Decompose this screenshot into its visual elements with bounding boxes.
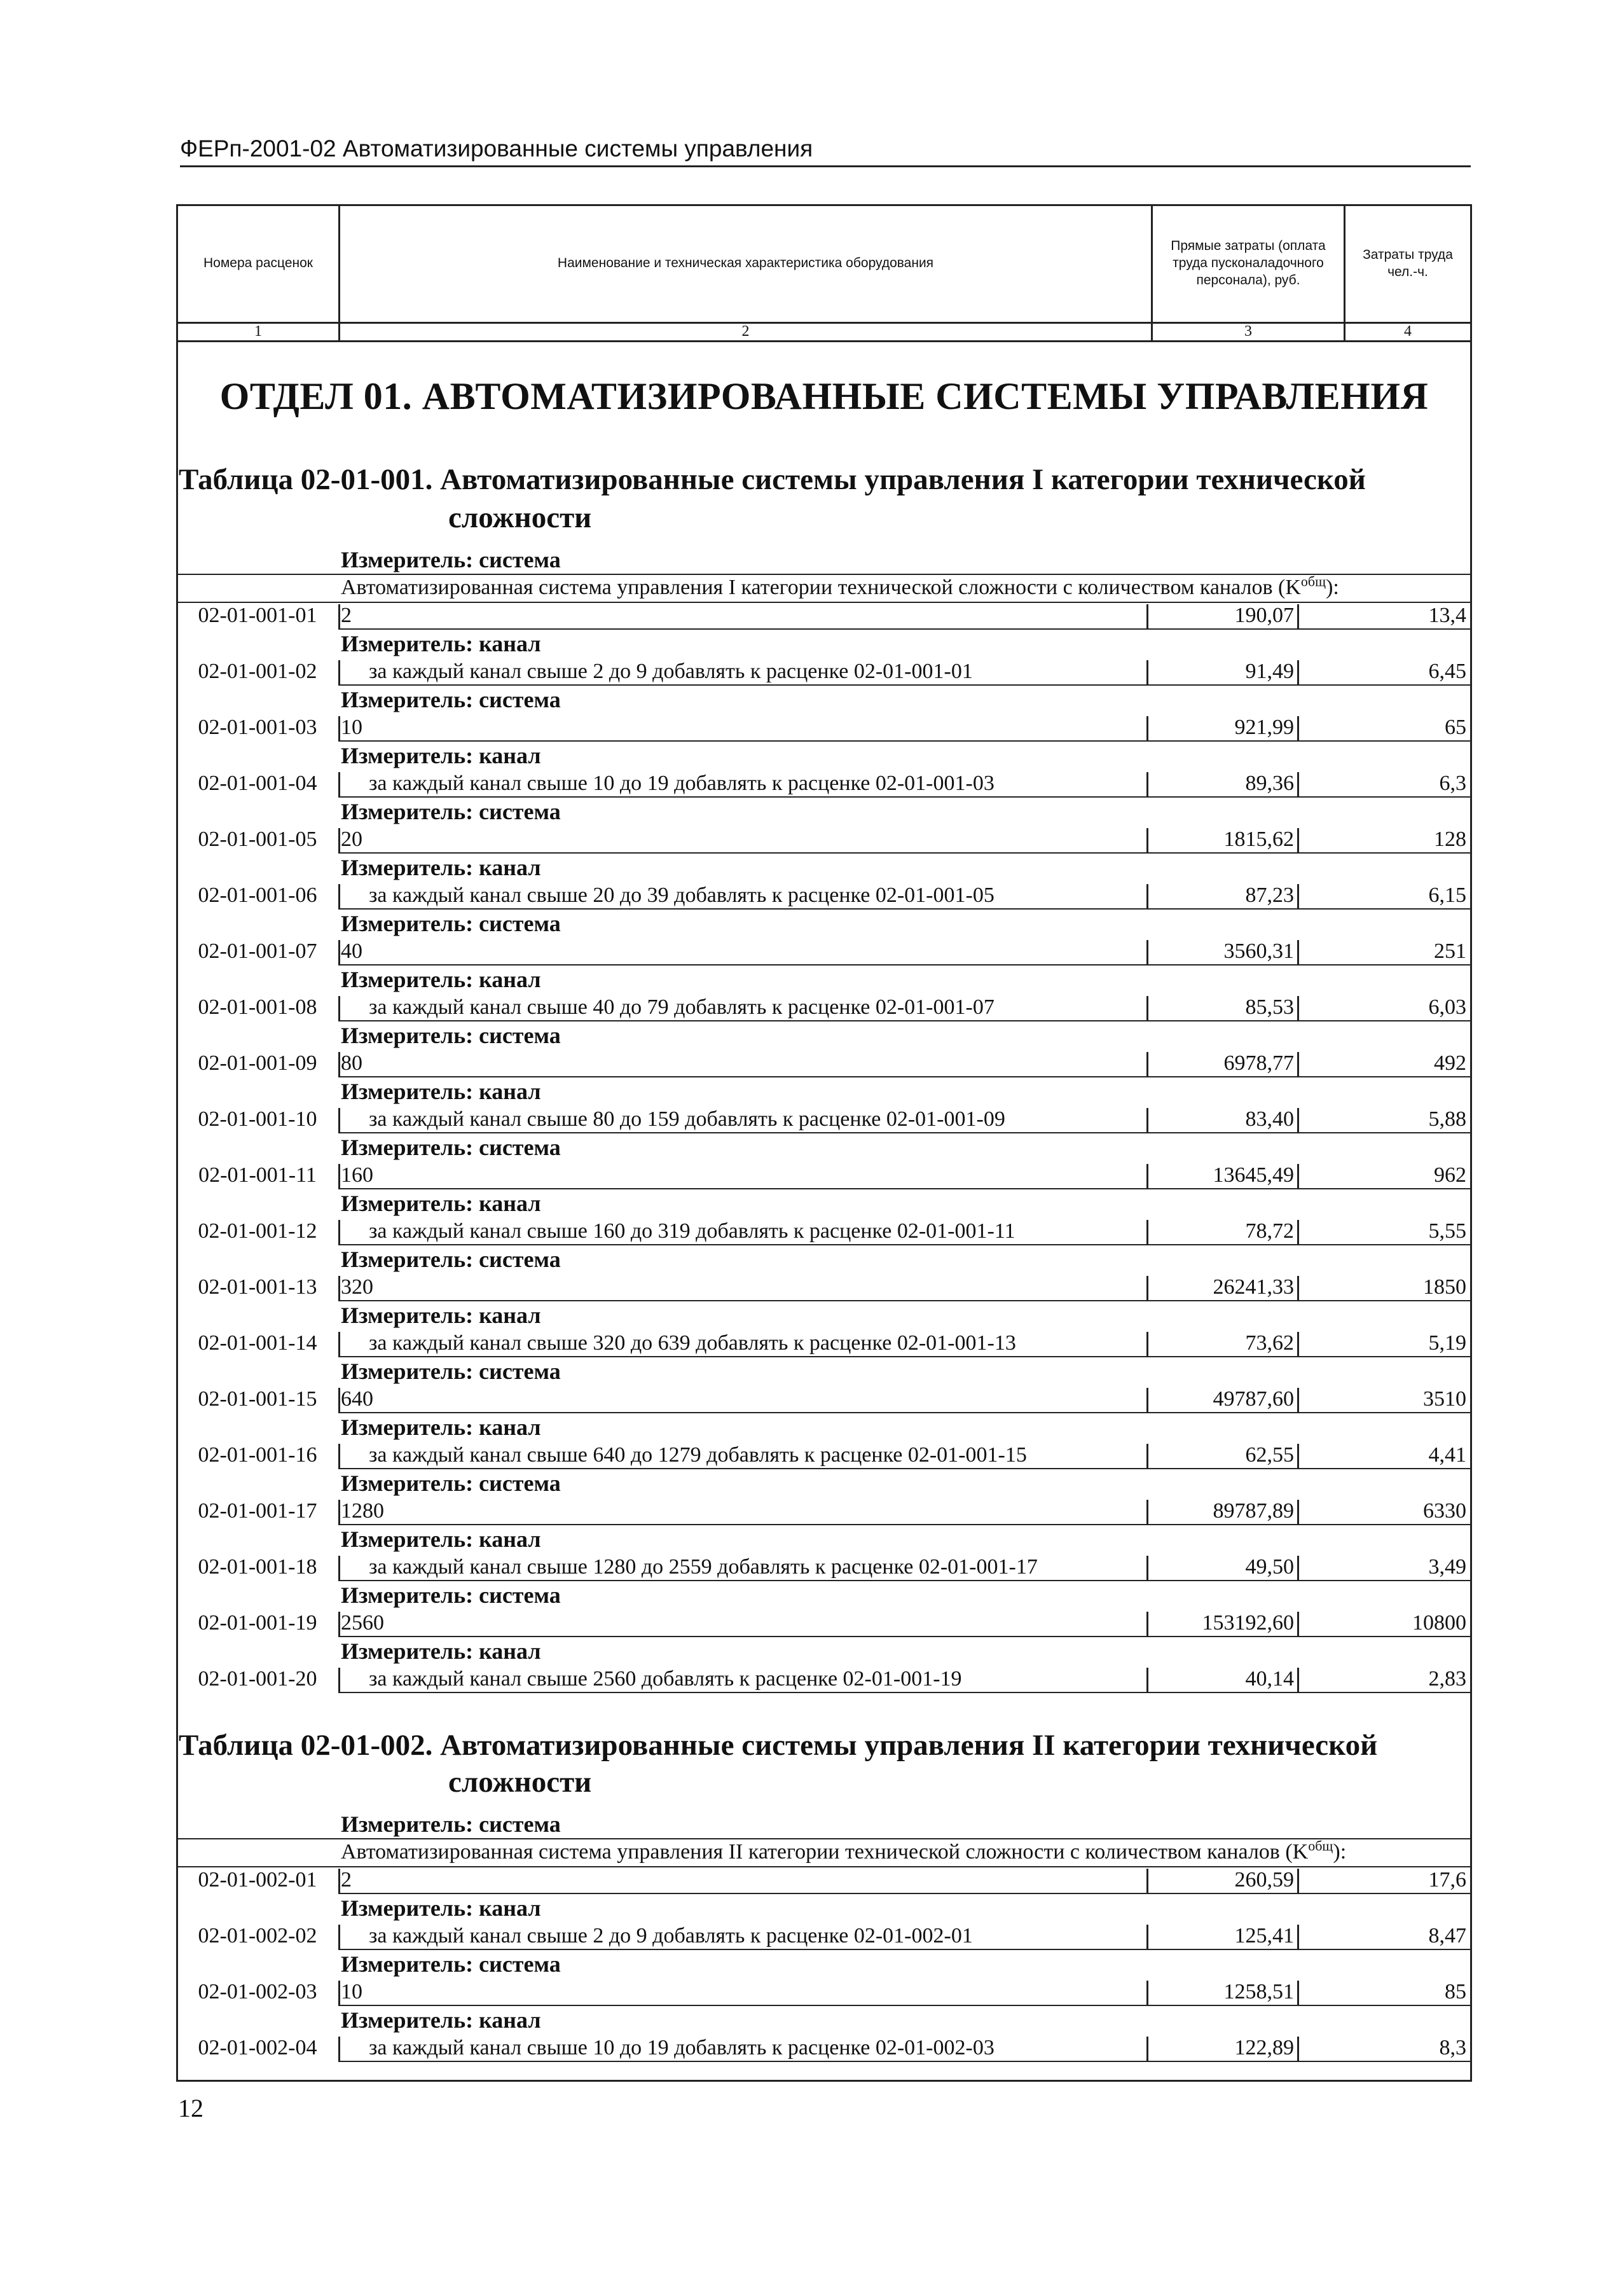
rate-description: 640	[341, 1387, 373, 1411]
rate-code: 02-01-001-10	[198, 1107, 317, 1131]
table-row	[178, 602, 1470, 630]
rate-description: 160	[341, 1163, 373, 1187]
labor-cost: 3510	[1423, 1387, 1466, 1411]
direct-cost: 1815,62	[1223, 827, 1294, 851]
table-row	[178, 1978, 1470, 2006]
unit-of-measure: Измеритель: система	[341, 911, 561, 936]
rate-description: за каждый канал свыше 2 до 9 добавлять к расценке 02-01-002-01	[369, 1924, 973, 1948]
unit-of-measure: Измеритель: канал	[341, 967, 541, 992]
table-row	[178, 1553, 1470, 1581]
labor-cost: 6330	[1423, 1499, 1466, 1523]
labor-cost: 85	[1445, 1980, 1466, 2004]
direct-cost: 122,89	[1234, 2036, 1294, 2059]
column-header-direct-costs: Прямые затраты (оплата труда пусконаладочного персонала), руб.	[1171, 239, 1326, 287]
table-row	[178, 1273, 1470, 1301]
labor-cost: 1850	[1423, 1275, 1466, 1299]
labor-cost: 13,4	[1428, 604, 1466, 627]
rate-description: за каждый канал свыше 320 до 639 добавлять к расценке 02-01-001-13	[369, 1331, 1016, 1355]
unit-of-measure: Измеритель: система	[341, 799, 561, 824]
column-number: 1	[254, 323, 262, 340]
rate-code: 02-01-001-08	[198, 995, 317, 1019]
column-header-codes: Номера расценок	[203, 256, 313, 270]
table-row	[178, 882, 1470, 910]
unit-of-measure: Измеритель: система	[341, 1811, 561, 1837]
table-title: Таблица 02-01-001. Автоматизированные системы управления I категории технической	[179, 463, 1366, 496]
table-description: Автоматизированная система управления I категории технической сложности с количеством каналов $(K^{общ})$:	[341, 573, 1339, 599]
table-row	[178, 1049, 1470, 1077]
unit-of-measure: Измеритель: система	[341, 1359, 561, 1384]
header-divider	[338, 204, 340, 341]
table-row	[178, 1161, 1470, 1189]
unit-of-measure: Измеритель: канал	[341, 1191, 541, 1216]
rate-code: 02-01-002-02	[198, 1924, 317, 1948]
unit-of-measure: Измеритель: канал	[341, 1415, 541, 1440]
direct-cost: 83,40	[1245, 1107, 1294, 1131]
labor-cost: 17,6	[1428, 1868, 1466, 1892]
table-description: Автоматизированная система управления II категории технической сложности с количеством каналов $(K^{общ})$:	[341, 1838, 1347, 1864]
rate-code: 02-01-002-03	[198, 1980, 317, 2004]
unit-of-measure: Измеритель: система	[341, 1951, 561, 1977]
table-row	[178, 1497, 1470, 1525]
unit-of-measure: Измеритель: система	[341, 1582, 561, 1608]
rate-code: 02-01-001-09	[198, 1051, 317, 1075]
rate-description: за каждый канал свыше 160 до 319 добавлять к расценке 02-01-001-11	[369, 1219, 1015, 1243]
unit-of-measure: Измеритель: система	[341, 1247, 561, 1272]
rate-description: за каждый канал свыше 2560 добавлять к расценке 02-01-001-19	[369, 1667, 962, 1691]
labor-cost: 5,19	[1428, 1331, 1466, 1355]
page-number: 12	[178, 2094, 203, 2122]
direct-cost: 13645,49	[1213, 1163, 1294, 1187]
column-header-name: Наименование и техническая характеристика оборудования	[557, 256, 934, 270]
rate-description: 20	[341, 827, 362, 851]
table-row	[178, 1217, 1470, 1245]
unit-of-measure: Измеритель: канал	[341, 631, 541, 656]
rate-code: 02-01-001-01	[198, 604, 317, 627]
table-row	[178, 770, 1470, 798]
labor-cost: 5,55	[1428, 1219, 1466, 1243]
rate-code: 02-01-001-05	[198, 827, 317, 851]
table-title-continuation: сложности	[448, 1766, 592, 1799]
unit-of-measure: Измеритель: система	[341, 687, 561, 712]
section-title: ОТДЕЛ 01. АВТОМАТИЗИРОВАННЫЕ СИСТЕМЫ УПРАВЛЕНИЯ	[219, 375, 1429, 417]
column-number: 3	[1244, 323, 1252, 340]
rate-description: 320	[341, 1275, 373, 1299]
direct-cost: 49,50	[1245, 1555, 1294, 1579]
rate-description: 40	[341, 939, 362, 963]
rate-description: за каждый канал свыше 640 до 1279 добавлять к расценке 02-01-001-15	[369, 1443, 1027, 1467]
table-title: Таблица 02-01-002. Автоматизированные системы управления II категории технической	[179, 1729, 1378, 1762]
table-row	[178, 1441, 1470, 1469]
table-row	[178, 938, 1470, 966]
table-title-continuation: сложности	[448, 501, 592, 534]
labor-cost: 492	[1434, 1051, 1466, 1075]
direct-cost: 89,36	[1245, 772, 1294, 795]
unit-of-measure: Измеритель: канал	[341, 2007, 541, 2033]
rate-code: 02-01-001-20	[198, 1667, 317, 1691]
rate-description: за каждый канал свыше 2 до 9 добавлять к расценке 02-01-001-01	[369, 660, 973, 683]
unit-of-measure: Измеритель: система	[341, 1135, 561, 1160]
rate-code: 02-01-001-03	[198, 716, 317, 739]
labor-cost: 5,88	[1428, 1107, 1466, 1131]
labor-cost: 3,49	[1428, 1555, 1466, 1579]
direct-cost: 91,49	[1245, 660, 1294, 683]
table-row	[178, 1665, 1470, 1693]
unit-of-measure: Измеритель: канал	[341, 855, 541, 880]
direct-cost: 87,23	[1245, 883, 1294, 907]
rate-description: 1280	[341, 1499, 384, 1523]
labor-cost: 962	[1434, 1163, 1466, 1187]
direct-cost: 6978,77	[1223, 1051, 1294, 1075]
table-row	[178, 1385, 1470, 1413]
rate-description: 2	[341, 604, 352, 627]
direct-cost: 921,99	[1234, 716, 1294, 739]
labor-cost: 8,47	[1428, 1924, 1466, 1948]
rate-code: 02-01-001-17	[198, 1499, 317, 1523]
unit-of-measure: Измеритель: система	[341, 547, 561, 572]
header-divider	[1151, 204, 1153, 341]
rate-description: 10	[341, 716, 362, 739]
rate-code: 02-01-001-18	[198, 1555, 317, 1579]
rate-code: 02-01-001-12	[198, 1219, 317, 1243]
rate-description: 2	[341, 1868, 352, 1892]
table-row	[178, 2034, 1470, 2062]
rate-code: 02-01-001-16	[198, 1443, 317, 1467]
rate-description: за каждый канал свыше 10 до 19 добавлять к расценке 02-01-002-03	[369, 2036, 994, 2059]
table-row	[178, 1922, 1470, 1950]
rate-description: 10	[341, 1980, 362, 2004]
table-row	[178, 1866, 1470, 1894]
labor-cost: 6,45	[1428, 660, 1466, 683]
unit-of-measure: Измеритель: канал	[341, 1895, 541, 1921]
table-row	[178, 658, 1470, 686]
unit-of-measure: Измеритель: канал	[341, 1526, 541, 1552]
rate-code: 02-01-001-06	[198, 883, 317, 907]
labor-cost: 10800	[1412, 1611, 1466, 1635]
unit-of-measure: Измеритель: система	[341, 1023, 561, 1048]
rate-description: 80	[341, 1051, 362, 1075]
direct-cost: 78,72	[1245, 1219, 1294, 1243]
rate-description: за каждый канал свыше 1280 до 2559 добавлять к расценке 02-01-001-17	[369, 1555, 1038, 1579]
direct-cost: 3560,31	[1223, 939, 1294, 963]
direct-cost: 85,53	[1245, 995, 1294, 1019]
unit-of-measure: Измеритель: система	[341, 1471, 561, 1496]
rate-code: 02-01-001-02	[198, 660, 317, 683]
column-header-labor: Затраты труда чел.-ч.	[1363, 247, 1453, 279]
column-number: 4	[1404, 323, 1412, 340]
table-row	[178, 826, 1470, 854]
direct-cost: 89787,89	[1213, 1499, 1294, 1523]
rate-code: 02-01-001-04	[198, 772, 317, 795]
labor-cost: 251	[1434, 939, 1466, 963]
unit-of-measure: Измеритель: канал	[341, 1303, 541, 1328]
rate-code: 02-01-002-04	[198, 2036, 317, 2059]
rate-description: за каждый канал свыше 20 до 39 добавлять к расценке 02-01-001-05	[369, 883, 994, 907]
table-row	[178, 1609, 1470, 1637]
column-number: 2	[741, 323, 750, 340]
rate-code: 02-01-001-13	[198, 1275, 317, 1299]
header-divider	[1344, 204, 1345, 341]
rate-code: 02-01-001-07	[198, 939, 317, 963]
direct-cost: 73,62	[1245, 1331, 1294, 1355]
rate-description: за каждый канал свыше 40 до 79 добавлять к расценке 02-01-001-07	[369, 995, 994, 1019]
direct-cost: 62,55	[1245, 1443, 1294, 1467]
unit-of-measure: Измеритель: канал	[341, 743, 541, 768]
labor-cost: 6,3	[1439, 772, 1466, 795]
unit-of-measure: Измеритель: канал	[341, 1079, 541, 1104]
rate-description: 2560	[341, 1611, 384, 1635]
rate-description: за каждый канал свыше 10 до 19 добавлять к расценке 02-01-001-03	[369, 772, 994, 795]
direct-cost: 40,14	[1245, 1667, 1294, 1691]
rate-description: за каждый канал свыше 80 до 159 добавлять к расценке 02-01-001-09	[369, 1107, 1005, 1131]
labor-cost: 8,3	[1439, 2036, 1466, 2059]
direct-cost: 49787,60	[1213, 1387, 1294, 1411]
rate-code: 02-01-001-14	[198, 1331, 317, 1355]
table-row	[178, 1329, 1470, 1357]
labor-cost: 6,03	[1428, 995, 1466, 1019]
table-row	[178, 1105, 1470, 1133]
direct-cost: 26241,33	[1213, 1275, 1294, 1299]
table-row	[178, 993, 1470, 1021]
rate-code: 02-01-001-15	[198, 1387, 317, 1411]
labor-cost: 2,83	[1428, 1667, 1466, 1691]
rate-code: 02-01-002-01	[198, 1868, 317, 1892]
rate-code: 02-01-001-11	[198, 1163, 317, 1187]
labor-cost: 6,15	[1428, 883, 1466, 907]
labor-cost: 65	[1445, 716, 1466, 739]
direct-cost: 125,41	[1234, 1924, 1294, 1948]
running-header: ФЕРп-2001-02 Автоматизированные системы управления	[180, 134, 1471, 167]
labor-cost: 4,41	[1428, 1443, 1466, 1467]
direct-cost: 153192,60	[1202, 1611, 1294, 1635]
rate-code: 02-01-001-19	[198, 1611, 317, 1635]
direct-cost: 1258,51	[1223, 1980, 1294, 2004]
labor-cost: 128	[1434, 827, 1466, 851]
unit-of-measure: Измеритель: канал	[341, 1638, 541, 1664]
direct-cost: 260,59	[1234, 1868, 1294, 1892]
direct-cost: 190,07	[1234, 604, 1294, 627]
table-row	[178, 714, 1470, 742]
